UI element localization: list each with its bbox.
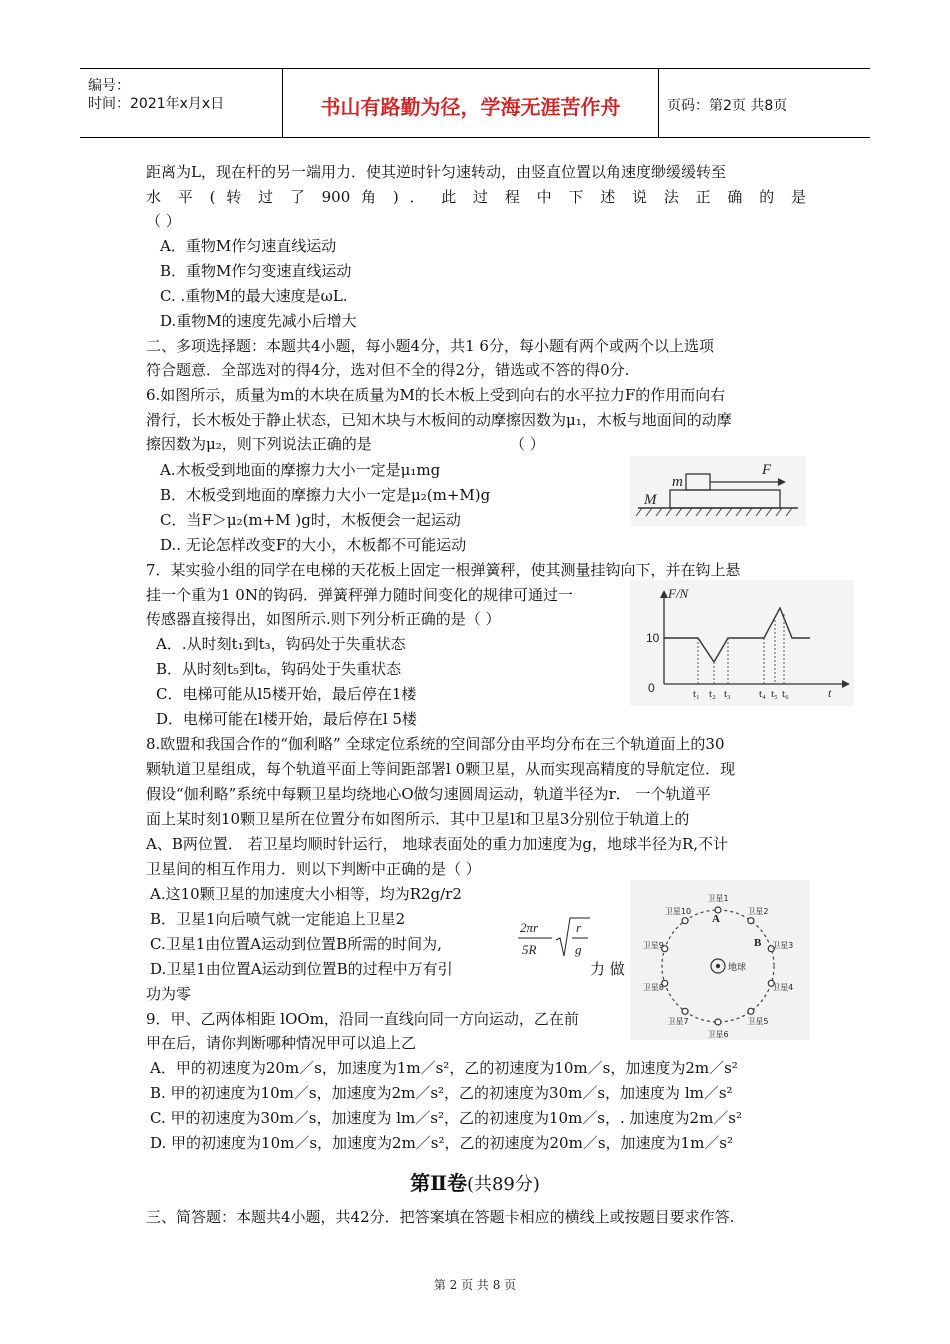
- option-c: C．电梯可能从l5楼开始，最后停在1楼: [156, 685, 417, 703]
- text-line: 挂一个重为1 0N的钩码．弹簧秤弹力随时间变化的规律可通过一: [146, 586, 573, 604]
- text-line: 甲在后，请你判断哪种情况甲可以追上乙: [146, 1034, 417, 1052]
- sqrt-numerator: r: [576, 920, 582, 935]
- formula-numerator: 2πr: [520, 920, 539, 935]
- satellite-label: 卫星5: [747, 1017, 769, 1027]
- question-6: 6.如图所示，质量为m的木块在质量为M的长木板上受到向右的水平拉力F的作用而向右: [146, 386, 726, 404]
- section-heading: 三、简答题：本题共4小题，共42分．把答案填在答题卡相应的横线上或按题目要求作答.: [146, 1208, 735, 1226]
- text-line: 面上某时刻10颗卫星所在位置分布如图所示．其中卫星l和卫星3分别位于轨道上的: [146, 810, 690, 828]
- satellite-dot: [748, 1008, 754, 1014]
- satellite-orbit-figure: [630, 880, 810, 1040]
- tick-t1: t₁: [693, 688, 700, 700]
- option-a: A.木板受到地面的摩擦力大小一定是μ₁mg: [160, 461, 441, 479]
- header-page-cell: [659, 69, 870, 137]
- option-c: C. 甲的初速度为30m／s，加速度为 lm／s²，乙的初速度为10m／s，. 加速度为2m／s²: [150, 1109, 743, 1127]
- volume-2-sub: (共89分): [466, 1174, 540, 1195]
- satellite-dot: [682, 918, 688, 924]
- satellite-dot: [748, 918, 754, 924]
- volume-2-main: 第Ⅱ卷: [410, 1171, 467, 1195]
- motto: 书山有路勤为径，学海无涯苦作舟: [320, 95, 621, 119]
- formula-denominator: 5R: [522, 942, 537, 957]
- option-d: D.重物M的速度先减小后增大: [160, 312, 357, 330]
- answer-paren: （ ）: [146, 212, 181, 230]
- origin-label: 0: [648, 681, 655, 695]
- text-line: 卫星间的相互作用力．则以下判断中正确的是（ ）: [146, 860, 481, 878]
- y-axis-label: F/N: [668, 586, 689, 601]
- question-7: 7．某实验小组的同学在电梯的天花板上固定一根弹簧秤，使其测量挂钩向下，并在钩上悬: [146, 561, 741, 579]
- satellite-label: 卫星7: [667, 1017, 689, 1027]
- option-a: A.这10颗卫星的加速度大小相等，均为R2g/r2: [150, 885, 462, 903]
- code-label: 编号：: [88, 78, 130, 94]
- text-line: 符合题意．全部选对的得4分，选对但不全的得2分，错选或不答的得0分.: [146, 361, 630, 379]
- satellite-label: 卫星4: [772, 983, 794, 993]
- text-line: 传感器直接得出，如图所示.则下列分析正确的是（ ）: [146, 610, 501, 628]
- tick-t6: t₆: [782, 688, 789, 700]
- answer-paren: （ ）: [510, 435, 545, 453]
- option-d: D. 甲的初速度为10m／s，加速度为2m／s²，乙的初速度为20m／s，加速度为1m／s²: [150, 1134, 734, 1152]
- tick-t3: t₃: [724, 688, 731, 700]
- satellite-label: 卫星10: [664, 906, 692, 916]
- section-heading: 二、多项选择题：本题共4小题，每小题4分，共1 6分，每小题有两个或两个以上选项: [146, 337, 714, 355]
- y-tick-10: 10: [646, 631, 660, 645]
- page-label: 页码：第2页 共8页: [667, 98, 788, 114]
- option-b: B．从时刻t₅到t₆，钩码处于失重状态: [156, 660, 402, 678]
- sqrt-denominator: g: [575, 942, 582, 957]
- satellite-label: 卫星2: [747, 906, 769, 916]
- text-line: 距离为L，现在杆的另一端用力．使其逆时针匀速转动，由竖直位置以角速度缈缓缓转至: [146, 163, 726, 181]
- figure-background: [630, 880, 810, 1040]
- earth-label: 地球: [728, 963, 747, 973]
- text-line-justified: 水 平 ( 转 过 了 900 角 ) ． 此 过 程 中 下 述 说 法 正 确 的 是: [146, 188, 806, 206]
- option-c: C. .重物M的最大速度是ωL.: [160, 287, 348, 305]
- option-a: A．重物M作匀速直线运动: [160, 237, 337, 255]
- option-a: A．.从时刻t₁到t₃，钩码处于失重状态: [156, 635, 406, 653]
- text-line: 力 做: [590, 960, 625, 978]
- force-time-graph: [630, 580, 854, 706]
- earth-center: [716, 964, 720, 968]
- option-a: A．甲的初速度为20m／s，加速度为1m／s²，乙的初速度为10m／s，加速度为2m／s²: [150, 1059, 738, 1077]
- satellite-label: 卫星8: [642, 983, 664, 993]
- header-motto-cell: [283, 69, 659, 137]
- force-label-F: F: [762, 462, 772, 478]
- x-axis-label: t: [828, 686, 832, 700]
- page-footer: 第 2 页 共 8 页: [433, 1278, 517, 1292]
- period-formula: [514, 912, 594, 962]
- date-label: 时间：2021年x月x日: [88, 96, 225, 112]
- option-b: B．重物M作匀变速直线运动: [160, 262, 352, 280]
- block-board-figure: [630, 456, 806, 526]
- satellite-label: 卫星3: [772, 940, 794, 950]
- board-label-M: M: [644, 492, 657, 508]
- option-d: D.. 无论怎样改变F的大小，木板都不可能运动: [160, 536, 467, 554]
- text-line: 颗轨道卫星组成，每个轨道平面上等间距部署l 0颗卫星，从而实现高精度的导航定位．现: [146, 760, 736, 778]
- satellite-label: 卫星6: [707, 1030, 729, 1039]
- header-meta: [80, 69, 283, 137]
- tick-t5: t₅: [771, 688, 778, 700]
- satellite-label: 卫星1: [707, 894, 729, 903]
- tick-t4: t₄: [759, 688, 766, 700]
- option-c: C.卫星1由位置A运动到位置B所需的时间为,: [150, 935, 442, 953]
- option-d: D．电梯可能在l楼开始，最后停在l 5楼: [156, 710, 417, 728]
- option-b: B．木板受到地面的摩擦力大小一定是μ₂(m+M)g: [160, 486, 491, 504]
- satellite-dot: [715, 907, 721, 913]
- position-B: B: [754, 937, 762, 949]
- position-A: A: [712, 913, 720, 925]
- text-line: 滑行，长木板处于静止状态，已知木块与木板间的动摩擦因数为μ₁，木板与地面间的动摩: [146, 411, 732, 429]
- text-line: 功为零: [146, 985, 192, 1003]
- question-8: 8.欧盟和我国合作的“伽利略” 全球定位系统的空间部分由平均分布在三个轨道面上的30: [146, 735, 725, 753]
- text-line: 擦因数为μ₂，则下列说法正确的是: [146, 435, 372, 453]
- option-d: D.卫星1由位置A运动到位置B的过程中万有引: [150, 960, 453, 978]
- text-line: 假设“伽利略”系统中每颗卫星均绕地心O做匀速圆周运动，轨道半径为r． 一个轨道平: [146, 785, 711, 803]
- text-line: A、B两位置． 若卫星均顺时针运行， 地球表面处的重力加速度为g，地球半径为R,不计: [146, 835, 729, 853]
- option-c: C．当F＞μ₂(m+M )g时，木板便会一起运动: [160, 511, 461, 529]
- volume-2-title: [0, 1167, 950, 1196]
- satellite-dot: [715, 1019, 721, 1025]
- sqrt-sign: [556, 918, 590, 956]
- satellite-label: 卫星9: [642, 940, 664, 950]
- page-header: [80, 68, 870, 138]
- option-b: B．卫星1向后喷气就一定能追上卫星2: [150, 910, 406, 928]
- satellite-dot: [682, 1008, 688, 1014]
- option-b: B. 甲的初速度为10m／s，加速度为2m／s²，乙的初速度为30m／s，加速度为 lm／s²: [150, 1084, 733, 1102]
- block-label-m: m: [672, 474, 683, 490]
- tick-t2: t₂: [709, 688, 716, 700]
- question-9: 9．甲、乙两体相距 lOOm，沿同一直线向同一方向运动，乙在前: [146, 1010, 579, 1028]
